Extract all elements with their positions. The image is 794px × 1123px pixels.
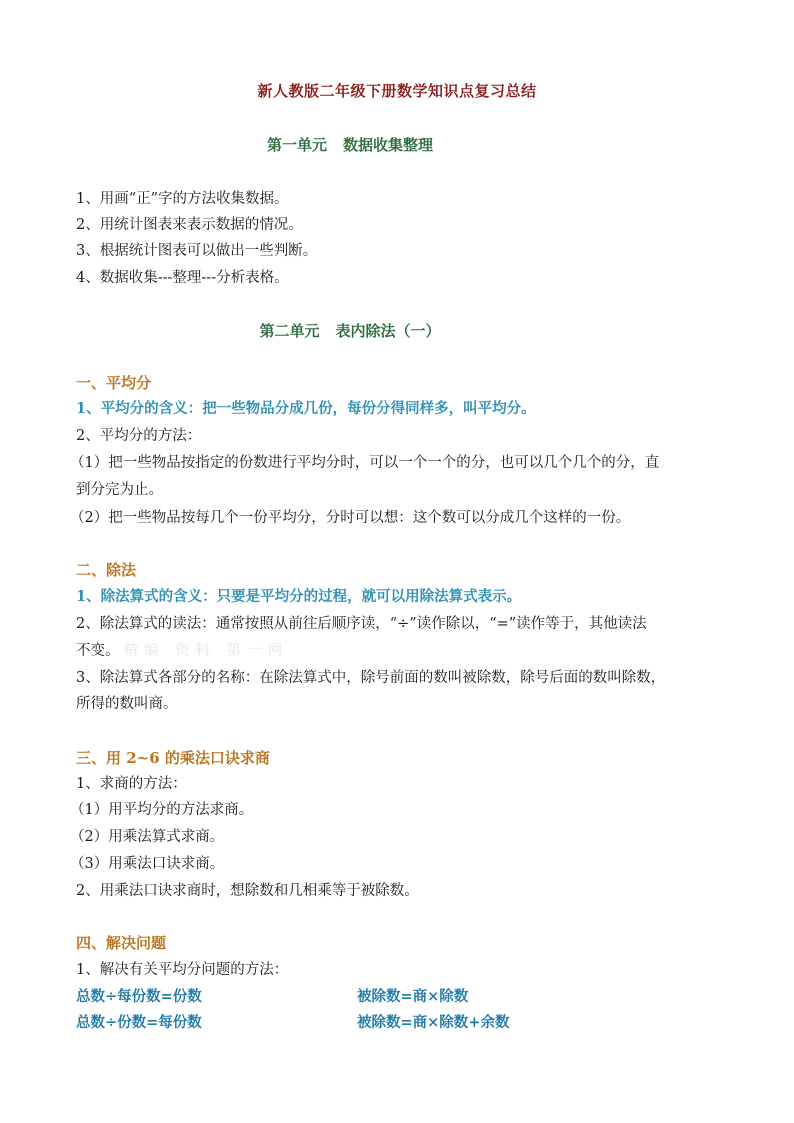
section1-point1-line2: 到分完为止。 (76, 482, 163, 498)
section3-method-3: （3）用乘法口诀求商。 (70, 856, 225, 872)
section3-heading: 三、用 2~6 的乘法口诀求商 (76, 749, 270, 767)
unit1-item-2: 2、用统计图表来表示数据的情况。 (76, 217, 303, 233)
document-title: 新人教版二年级下册数学知识点复习总结 (257, 82, 537, 100)
watermark-text: 精编 资料 第一网 (123, 643, 289, 659)
section4-heading: 四、解决问题 (76, 934, 167, 952)
formula-row-1 (76, 984, 734, 1010)
section1-point2: （2）把一些物品按每几个一份平均分，分时可以想：这个数可以分成几个这样的一份。 (70, 510, 631, 526)
unit1-title-name: 数据收集整理 (343, 136, 434, 154)
formula-2-right: 被除数=商×除数+余数 (357, 1014, 510, 1031)
section3-method-2: （2）用乘法算式求商。 (70, 829, 225, 845)
section1-point1-line1: （1）把一些物品按指定的份数进行平均分时，可以一个一个的分，也可以几个几个的分，直 (70, 455, 660, 471)
section2-parts-line1: 3、除法算式各部分的名称：在除法算式中，除号前面的数叫被除数，除号后面的数叫除数， (76, 670, 666, 686)
formula-row-2 (76, 1010, 734, 1036)
formula-1-right: 被除数=商×除数 (357, 988, 469, 1005)
unit2-title-number: 第二单元 (259, 322, 320, 340)
section3-method: 1、求商的方法： (76, 776, 187, 792)
section2-reading-line1: 2、除法算式的读法：通常按照从前往后顺序读，“÷”读作除以，“=”读作等于，其他读法 (76, 616, 647, 632)
section1-method: 2、平均分的方法： (76, 428, 202, 444)
unit1-item-1: 1、用画“正”字的方法收集数据。 (76, 191, 289, 207)
section2-heading: 二、除法 (76, 561, 137, 579)
section2-reading-line2-text: 不变。 (76, 643, 120, 659)
unit2-title (0, 320, 700, 341)
unit1-item-3: 3、根据统计图表可以做出一些判断。 (76, 243, 318, 259)
section2-definition: 1、除法算式的含义：只要是平均分的过程，就可以用除法算式表示。 (76, 588, 522, 605)
section3-tip: 2、用乘法口诀求商时，想除数和几相乘等于被除数。 (76, 883, 419, 899)
section1-definition: 1、平均分的含义：把一些物品分成几份，每份分得同样多，叫平均分。 (76, 400, 536, 417)
unit1-title (0, 134, 700, 155)
formula-2-left: 总数÷份数=每份数 (76, 1014, 202, 1031)
section3-method-1: （1）用平均分的方法求商。 (70, 802, 254, 818)
unit2-title-name: 表内除法（一） (335, 322, 441, 340)
section2-parts-line2: 所得的数叫商。 (76, 696, 178, 712)
unit1-title-number: 第一单元 (266, 136, 327, 154)
formula-1-left: 总数÷每份数=份数 (76, 988, 202, 1005)
section2-reading-line2 (76, 638, 734, 664)
section1-heading: 一、平均分 (76, 374, 152, 392)
section4-method: 1、解决有关平均分问题的方法： (76, 962, 289, 978)
unit1-item-4: 4、数据收集---整理---分析表格。 (76, 270, 289, 286)
